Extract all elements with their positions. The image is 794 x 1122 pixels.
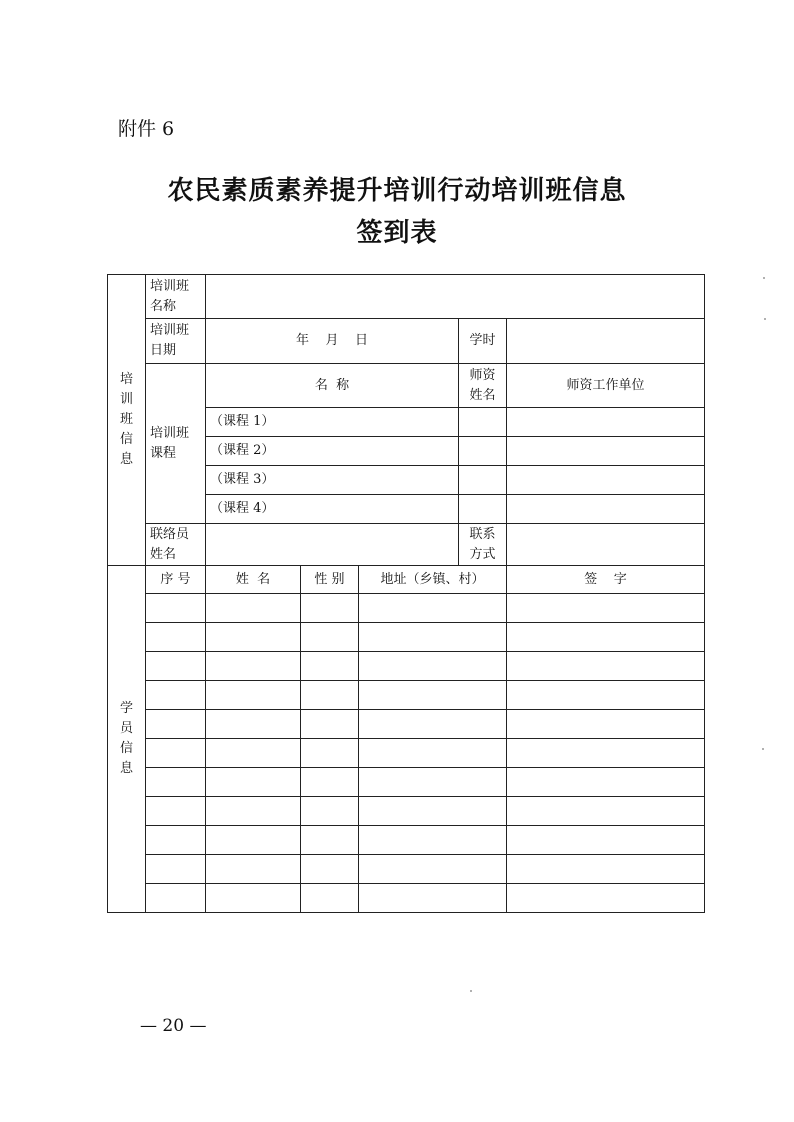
seq-cell[interactable] [146, 739, 206, 768]
student-row [108, 884, 705, 913]
gender-cell[interactable] [301, 826, 359, 855]
teacher-unit-header: 师资工作单位 [507, 364, 705, 408]
form-title-line2: 签到表 [356, 218, 438, 248]
name-cell[interactable] [206, 623, 301, 652]
gender-cell[interactable] [301, 594, 359, 623]
teacher-name-header: 师资 姓名 [459, 364, 507, 408]
address-cell[interactable] [359, 623, 507, 652]
course-name-cell[interactable]: （课程 1） [206, 408, 459, 437]
page-number: — 20 — [140, 1016, 207, 1036]
form-title-line1: 农民素质素养提升培训行动培训班信息 [167, 176, 627, 206]
seq-cell[interactable] [146, 710, 206, 739]
name-cell[interactable] [206, 594, 301, 623]
student-row [108, 710, 705, 739]
contact-method-value[interactable] [507, 524, 705, 566]
attachment-label: 附件 6 [118, 118, 175, 140]
gender-cell[interactable] [301, 681, 359, 710]
course-header-row [108, 364, 705, 408]
class-date-value[interactable]: 年 月 日 [206, 319, 459, 364]
signature-cell[interactable] [507, 710, 705, 739]
scan-speck [764, 318, 766, 320]
gender-cell[interactable] [301, 855, 359, 884]
name-cell[interactable] [206, 739, 301, 768]
name-cell[interactable] [206, 768, 301, 797]
seq-cell[interactable] [146, 623, 206, 652]
signature-cell[interactable] [507, 855, 705, 884]
seq-cell[interactable] [146, 594, 206, 623]
address-cell[interactable] [359, 710, 507, 739]
address-cell[interactable] [359, 594, 507, 623]
seq-cell[interactable] [146, 884, 206, 913]
course-teacher-cell[interactable] [459, 437, 507, 466]
course-unit-cell[interactable] [507, 408, 705, 437]
course-name-cell[interactable]: （课程 2） [206, 437, 459, 466]
class-name-value[interactable] [206, 275, 705, 319]
name-cell[interactable] [206, 884, 301, 913]
header-name: 姓 名 [206, 566, 301, 594]
contact-value[interactable] [206, 524, 459, 566]
course-teacher-cell[interactable] [459, 466, 507, 495]
gender-cell[interactable] [301, 884, 359, 913]
class-name-row [108, 275, 705, 319]
signature-cell[interactable] [507, 681, 705, 710]
student-row [108, 739, 705, 768]
student-row [108, 855, 705, 884]
signature-cell[interactable] [507, 768, 705, 797]
gender-cell[interactable] [301, 623, 359, 652]
contact-method-label: 联系 方式 [459, 524, 507, 566]
seq-cell[interactable] [146, 652, 206, 681]
course-unit-cell[interactable] [507, 437, 705, 466]
scan-speck [763, 277, 765, 279]
student-header-row [108, 566, 705, 594]
header-seq: 序 号 [146, 566, 206, 594]
gender-cell[interactable] [301, 797, 359, 826]
signature-cell[interactable] [507, 884, 705, 913]
gender-cell[interactable] [301, 710, 359, 739]
class-info-side-label: 培 训 班 信 息 [108, 275, 146, 566]
course-label: 培训班 课程 [146, 364, 206, 524]
student-row [108, 652, 705, 681]
scan-speck [762, 748, 764, 750]
signature-cell[interactable] [507, 739, 705, 768]
signature-cell[interactable] [507, 797, 705, 826]
course-unit-cell[interactable] [507, 495, 705, 524]
signature-cell[interactable] [507, 623, 705, 652]
course-name-cell[interactable]: （课程 4） [206, 495, 459, 524]
name-cell[interactable] [206, 797, 301, 826]
header-address: 地址（乡镇、村） [359, 566, 507, 594]
class-name-label: 培训班 名称 [146, 275, 206, 319]
student-row [108, 768, 705, 797]
class-date-label: 培训班 日期 [146, 319, 206, 364]
gender-cell[interactable] [301, 768, 359, 797]
gender-cell[interactable] [301, 652, 359, 681]
course-teacher-cell[interactable] [459, 495, 507, 524]
address-cell[interactable] [359, 739, 507, 768]
name-cell[interactable] [206, 855, 301, 884]
header-signature: 签 字 [507, 566, 705, 594]
seq-cell[interactable] [146, 681, 206, 710]
student-row [108, 623, 705, 652]
sign-in-form-table [107, 274, 705, 913]
student-row [108, 826, 705, 855]
course-unit-cell[interactable] [507, 466, 705, 495]
seq-cell[interactable] [146, 768, 206, 797]
name-cell[interactable] [206, 681, 301, 710]
scan-speck [470, 990, 472, 992]
seq-cell[interactable] [146, 797, 206, 826]
hours-value[interactable] [507, 319, 705, 364]
student-row [108, 594, 705, 623]
seq-cell[interactable] [146, 826, 206, 855]
signature-cell[interactable] [507, 594, 705, 623]
seq-cell[interactable] [146, 855, 206, 884]
name-cell[interactable] [206, 710, 301, 739]
hours-label: 学时 [459, 319, 507, 364]
address-cell[interactable] [359, 884, 507, 913]
gender-cell[interactable] [301, 739, 359, 768]
name-cell[interactable] [206, 826, 301, 855]
address-cell[interactable] [359, 652, 507, 681]
header-gender: 性 别 [301, 566, 359, 594]
signature-cell[interactable] [507, 826, 705, 855]
student-row [108, 797, 705, 826]
contact-label: 联络员 姓名 [146, 524, 206, 566]
student-row [108, 681, 705, 710]
address-cell[interactable] [359, 797, 507, 826]
course-name-header: 名 称 [206, 364, 459, 408]
contact-row [108, 524, 705, 566]
class-date-row [108, 319, 705, 364]
address-cell[interactable] [359, 826, 507, 855]
name-cell[interactable] [206, 652, 301, 681]
address-cell[interactable] [359, 855, 507, 884]
address-cell[interactable] [359, 681, 507, 710]
address-cell[interactable] [359, 768, 507, 797]
course-teacher-cell[interactable] [459, 408, 507, 437]
course-name-cell[interactable]: （课程 3） [206, 466, 459, 495]
student-info-side-label: 学 员 信 息 [108, 566, 146, 913]
signature-cell[interactable] [507, 652, 705, 681]
